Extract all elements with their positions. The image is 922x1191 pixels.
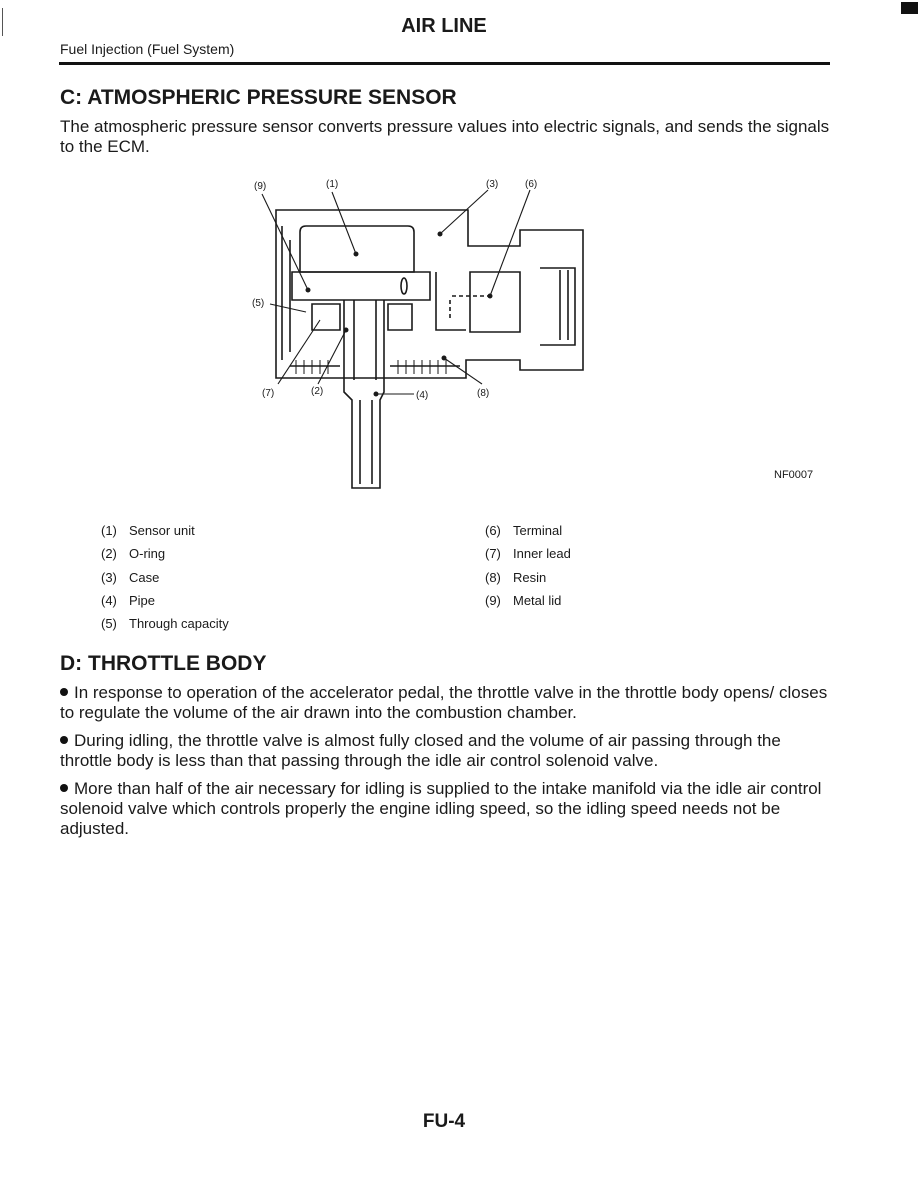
legend-number: (5)	[101, 616, 117, 631]
legend-label: Pipe	[129, 593, 156, 608]
sensor-base	[292, 272, 430, 300]
callout-4: (4)	[416, 390, 429, 401]
legend-number: (9)	[485, 593, 501, 608]
bullet-paragraph	[60, 779, 832, 839]
section-c-description: The atmospheric pressure sensor converts pressure values into electric signals, and sends the signals to the ECM.	[60, 117, 830, 156]
bullet-text: During idling, the throttle valve is almost fully closed and the volume of air passing through the throttle body is less than that passing through the idle air control solenoid valve.	[60, 731, 781, 770]
o-ring-right	[388, 304, 412, 330]
sensor-unit-shape	[300, 226, 414, 272]
inner-walls-right	[436, 272, 466, 330]
callout-3: (3)	[486, 179, 499, 190]
callout-6: (6)	[525, 179, 538, 190]
legend-label: Through capacity	[129, 616, 229, 631]
callout-5: (5)	[252, 298, 265, 309]
pipe-bore	[360, 400, 372, 484]
bullet-paragraph	[60, 683, 832, 723]
legend-label: Metal lid	[513, 593, 562, 608]
legend-label: Inner lead	[513, 546, 571, 561]
inner-walls-left	[282, 226, 290, 360]
callout-7: (7)	[262, 388, 275, 399]
bullet-icon	[60, 784, 68, 792]
legend-label: Case	[129, 570, 160, 585]
connector-inner	[540, 268, 575, 345]
page-title: AIR LINE	[401, 15, 487, 37]
legend-label: Sensor unit	[129, 523, 195, 538]
pressure-sensor-diagram	[0, 0, 922, 500]
bullet-icon	[60, 688, 68, 696]
callout-2: (2)	[311, 386, 324, 397]
legend-label: Terminal	[513, 523, 563, 538]
sensor-oval	[401, 278, 407, 294]
legend-label: Resin	[513, 570, 547, 585]
page-number: FU-4	[422, 1111, 466, 1132]
bullet-text: More than half of the air necessary for idling is supplied to the intake manifold via the idle air control solenoid valve which controls properly the engine idling speed, so the idling speed needs not be adjusted.	[60, 779, 822, 838]
bullet-text: In response to operation of the accelerator pedal, the throttle valve in the throttle body opens/ closes to regulate the volume of the air drawn into the combustion chamber.	[60, 683, 828, 722]
connector-ribs	[560, 270, 568, 340]
section-c-heading: C: ATMOSPHERIC PRESSURE SENSOR	[60, 86, 457, 109]
terminal-housing	[470, 272, 520, 332]
legend-number: (1)	[101, 523, 117, 538]
legend-number: (7)	[485, 546, 501, 561]
legend-number: (4)	[101, 593, 117, 608]
legend-number: (3)	[101, 570, 117, 585]
legend-number: (6)	[485, 523, 501, 538]
figure-code: NF0007	[774, 469, 814, 481]
legend-number: (2)	[101, 546, 117, 561]
section-d-heading: D: THROTTLE BODY	[60, 652, 267, 675]
callout-9: (9)	[254, 181, 267, 192]
resin-threads	[296, 360, 446, 374]
callout-1: (1)	[326, 179, 339, 190]
legend-number: (8)	[485, 570, 501, 585]
callout-8: (8)	[477, 388, 490, 399]
bullet-icon	[60, 736, 68, 744]
legend-label: O-ring	[129, 546, 166, 561]
section-label: Fuel Injection (Fuel System)	[60, 41, 235, 57]
bullet-paragraph	[60, 731, 832, 771]
pipe-inner	[354, 300, 376, 380]
